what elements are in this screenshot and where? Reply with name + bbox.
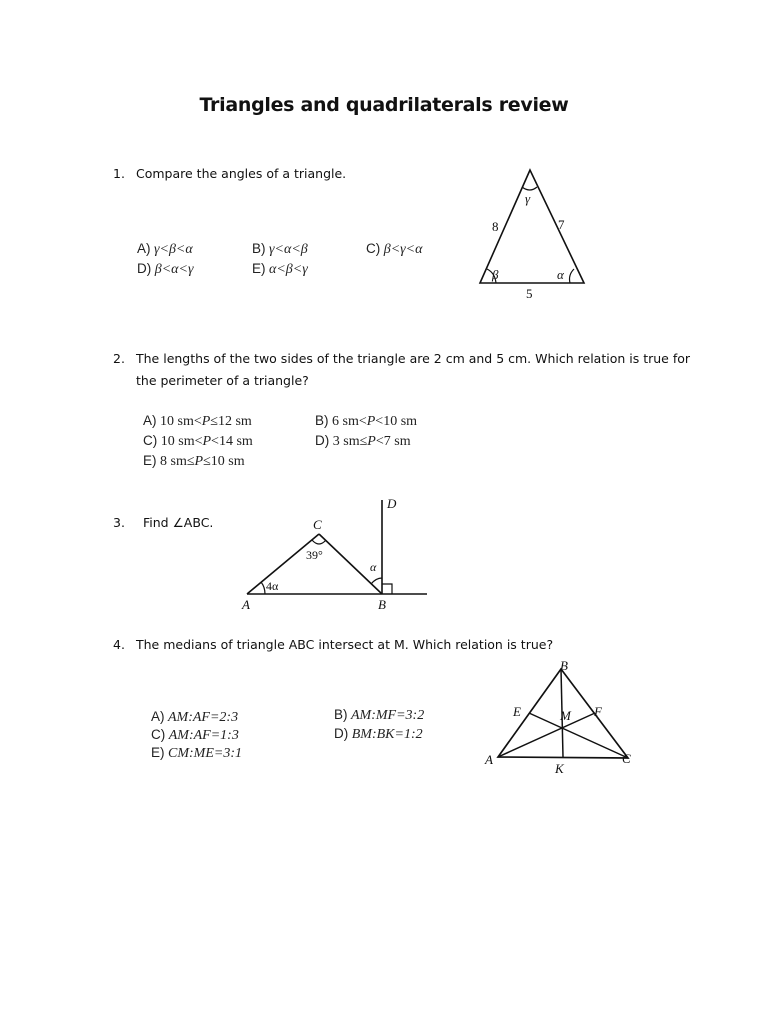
option-value: AM:MF=3:2 xyxy=(351,708,425,723)
option-b xyxy=(252,241,308,258)
option-value: AM:AF=2:3 xyxy=(168,710,239,725)
angle-label-right: α xyxy=(557,267,564,282)
option-c xyxy=(151,727,239,744)
option-value: α<β<γ xyxy=(269,262,308,277)
option-a xyxy=(143,413,252,430)
option-label: E) xyxy=(151,745,165,760)
option-a xyxy=(137,241,193,258)
option-label: E) xyxy=(143,453,157,468)
point-label-b: B xyxy=(560,658,568,673)
question-text-line-1: The lengths of the two sides of the triangle are 2 cm and 5 cm. Which relation is true for xyxy=(136,351,691,366)
medians-figure-4 xyxy=(483,655,643,780)
option-c xyxy=(366,241,422,258)
question-text: The medians of triangle ABC intersect at M. Which relation is true? xyxy=(136,637,554,652)
point-label-f: F xyxy=(594,704,602,719)
angle-arc-top xyxy=(522,187,537,190)
option-value: CM:ME=3:1 xyxy=(168,746,242,761)
side-label-right: 7 xyxy=(558,217,565,232)
angle-label-a: 4α xyxy=(266,579,279,593)
triangle-figure-1 xyxy=(470,165,595,300)
option-value: γ<β<α xyxy=(154,242,193,257)
side-ac xyxy=(247,534,319,594)
option-d xyxy=(334,726,423,743)
question-number: 3. xyxy=(113,515,125,530)
question-text: Find ∠ABC. xyxy=(143,515,214,530)
option-value: AM:AF=1:3 xyxy=(168,728,239,743)
option-label: C) xyxy=(366,241,381,256)
point-label-a: A xyxy=(485,752,493,767)
option-value: β<α<γ xyxy=(154,262,194,277)
option-value: γ<α<β xyxy=(269,242,308,257)
option-label: B) xyxy=(334,707,348,722)
option-value: 6 sm<P<10 sm xyxy=(332,414,418,429)
option-label: C) xyxy=(151,727,166,742)
option-label: D) xyxy=(137,261,152,276)
page-title: Triangles and quadrilaterals review xyxy=(199,94,569,116)
point-label-a: A xyxy=(242,597,250,612)
angle-label-left: β xyxy=(492,267,499,282)
angle-label-c: 39° xyxy=(306,548,323,562)
point-label-d: D xyxy=(387,496,397,511)
question-number: 1. xyxy=(113,166,125,181)
point-label-b: B xyxy=(378,597,386,612)
point-label-e: E xyxy=(513,704,521,719)
point-label-c: C xyxy=(313,517,322,532)
option-label: A) xyxy=(151,709,165,724)
question-number: 2. xyxy=(113,351,125,366)
option-e xyxy=(143,453,245,470)
option-b xyxy=(315,413,417,430)
option-value: 3 sm≤P<7 sm xyxy=(332,434,411,449)
median-af xyxy=(498,713,595,757)
option-label: D) xyxy=(315,433,330,448)
option-label: A) xyxy=(143,413,157,428)
option-label: D) xyxy=(334,726,349,741)
option-label: C) xyxy=(143,433,158,448)
option-value: BM:BK=1:2 xyxy=(351,727,423,742)
question-number: 4. xyxy=(113,637,125,652)
point-label-m: M xyxy=(560,708,571,723)
angle-arc-b xyxy=(371,578,382,584)
point-label-c: C xyxy=(622,751,631,766)
option-value: 10 sm<P<14 sm xyxy=(160,434,253,449)
angle-label-top: γ xyxy=(525,191,531,206)
option-label: B) xyxy=(315,413,329,428)
question-text: Compare the angles of a triangle. xyxy=(136,166,347,181)
angle-arc-right xyxy=(570,269,575,283)
side-label-bottom: 5 xyxy=(526,286,533,300)
option-label: A) xyxy=(137,241,151,256)
option-e xyxy=(252,261,308,278)
option-a xyxy=(151,709,238,726)
option-d xyxy=(315,433,411,450)
option-value: 8 sm≤P≤10 sm xyxy=(160,454,245,469)
option-e xyxy=(151,745,242,762)
question-text-line-2: the perimeter of a triangle? xyxy=(136,373,309,388)
option-label: B) xyxy=(252,241,266,256)
option-c xyxy=(143,433,253,450)
option-value: β<γ<α xyxy=(383,242,423,257)
option-d xyxy=(137,261,193,278)
angle-arc-a xyxy=(261,582,265,594)
option-label: E) xyxy=(252,261,266,276)
triangle-figure-3 xyxy=(232,492,432,617)
right-angle-mark xyxy=(382,584,392,594)
side-label-left: 8 xyxy=(492,219,499,234)
option-value: 10 sm<P≤12 sm xyxy=(160,414,252,429)
option-b xyxy=(334,707,424,724)
angle-arc-c xyxy=(312,540,326,544)
angle-label-b: α xyxy=(370,560,377,574)
point-label-k: K xyxy=(555,761,564,776)
